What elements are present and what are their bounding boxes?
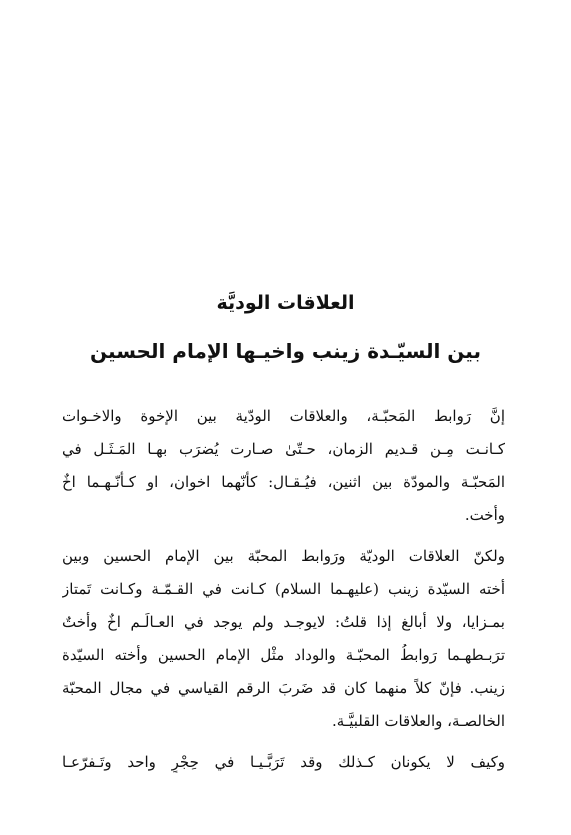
text-line: الخالصـة، والعلاقات القلبيَّـة. <box>332 712 505 730</box>
text-line: أخته السيّدة زينب (عليهـما السلام) كـانت في القـمّـة وكـانت تَمتاز <box>62 580 505 598</box>
text-line: وكيف لا يكونان كـذلك وقد تَرَبَّـيـا في حِجْرٍ واحد وتَـفرّعـا <box>62 753 505 771</box>
text-line: ولكنّ العلاقات الوديّة ورَوابط المحبّة بين الإمام الحسين وبين <box>62 547 505 565</box>
chapter-title: العلاقات الوديَّة <box>216 292 355 314</box>
text-line: وأخت. <box>464 506 505 524</box>
text-line: زينب. فإنّ كلاً منهما كان قد ضَربَ الرقم القياسي في مجال المحبّة <box>62 679 505 697</box>
text-line: ترَبـطهـما رَوابطُ المحبّـة والوداد مثْل الإمام الحسين وأخته السيّدة <box>62 646 505 664</box>
text-line: كـانـت مِـن قـديم الزمان، حـتّىٰ صـارت يُضرَب بهـا المَـثَـل في <box>62 440 505 458</box>
text-line: المَحبّـة والمودّة بين اثنين، فيُـقـال: كأنّهما اخوان، او كـأنّـهـما اخٌ <box>62 473 505 491</box>
text-line: إنَّ رَوابط المَحبّـة، والعلاقات الودّية بين الإخوة والاخـوات <box>62 407 505 425</box>
chapter-subtitle: بين السيّـدة زينب واخيـها الإمام الحسين <box>90 339 481 363</box>
text-line: بمـزايا، ولا أبالغ إذا قلتُ: لايوجـد ولم يوجد في العـالَـم اخٌ وأختٌ <box>62 613 505 631</box>
